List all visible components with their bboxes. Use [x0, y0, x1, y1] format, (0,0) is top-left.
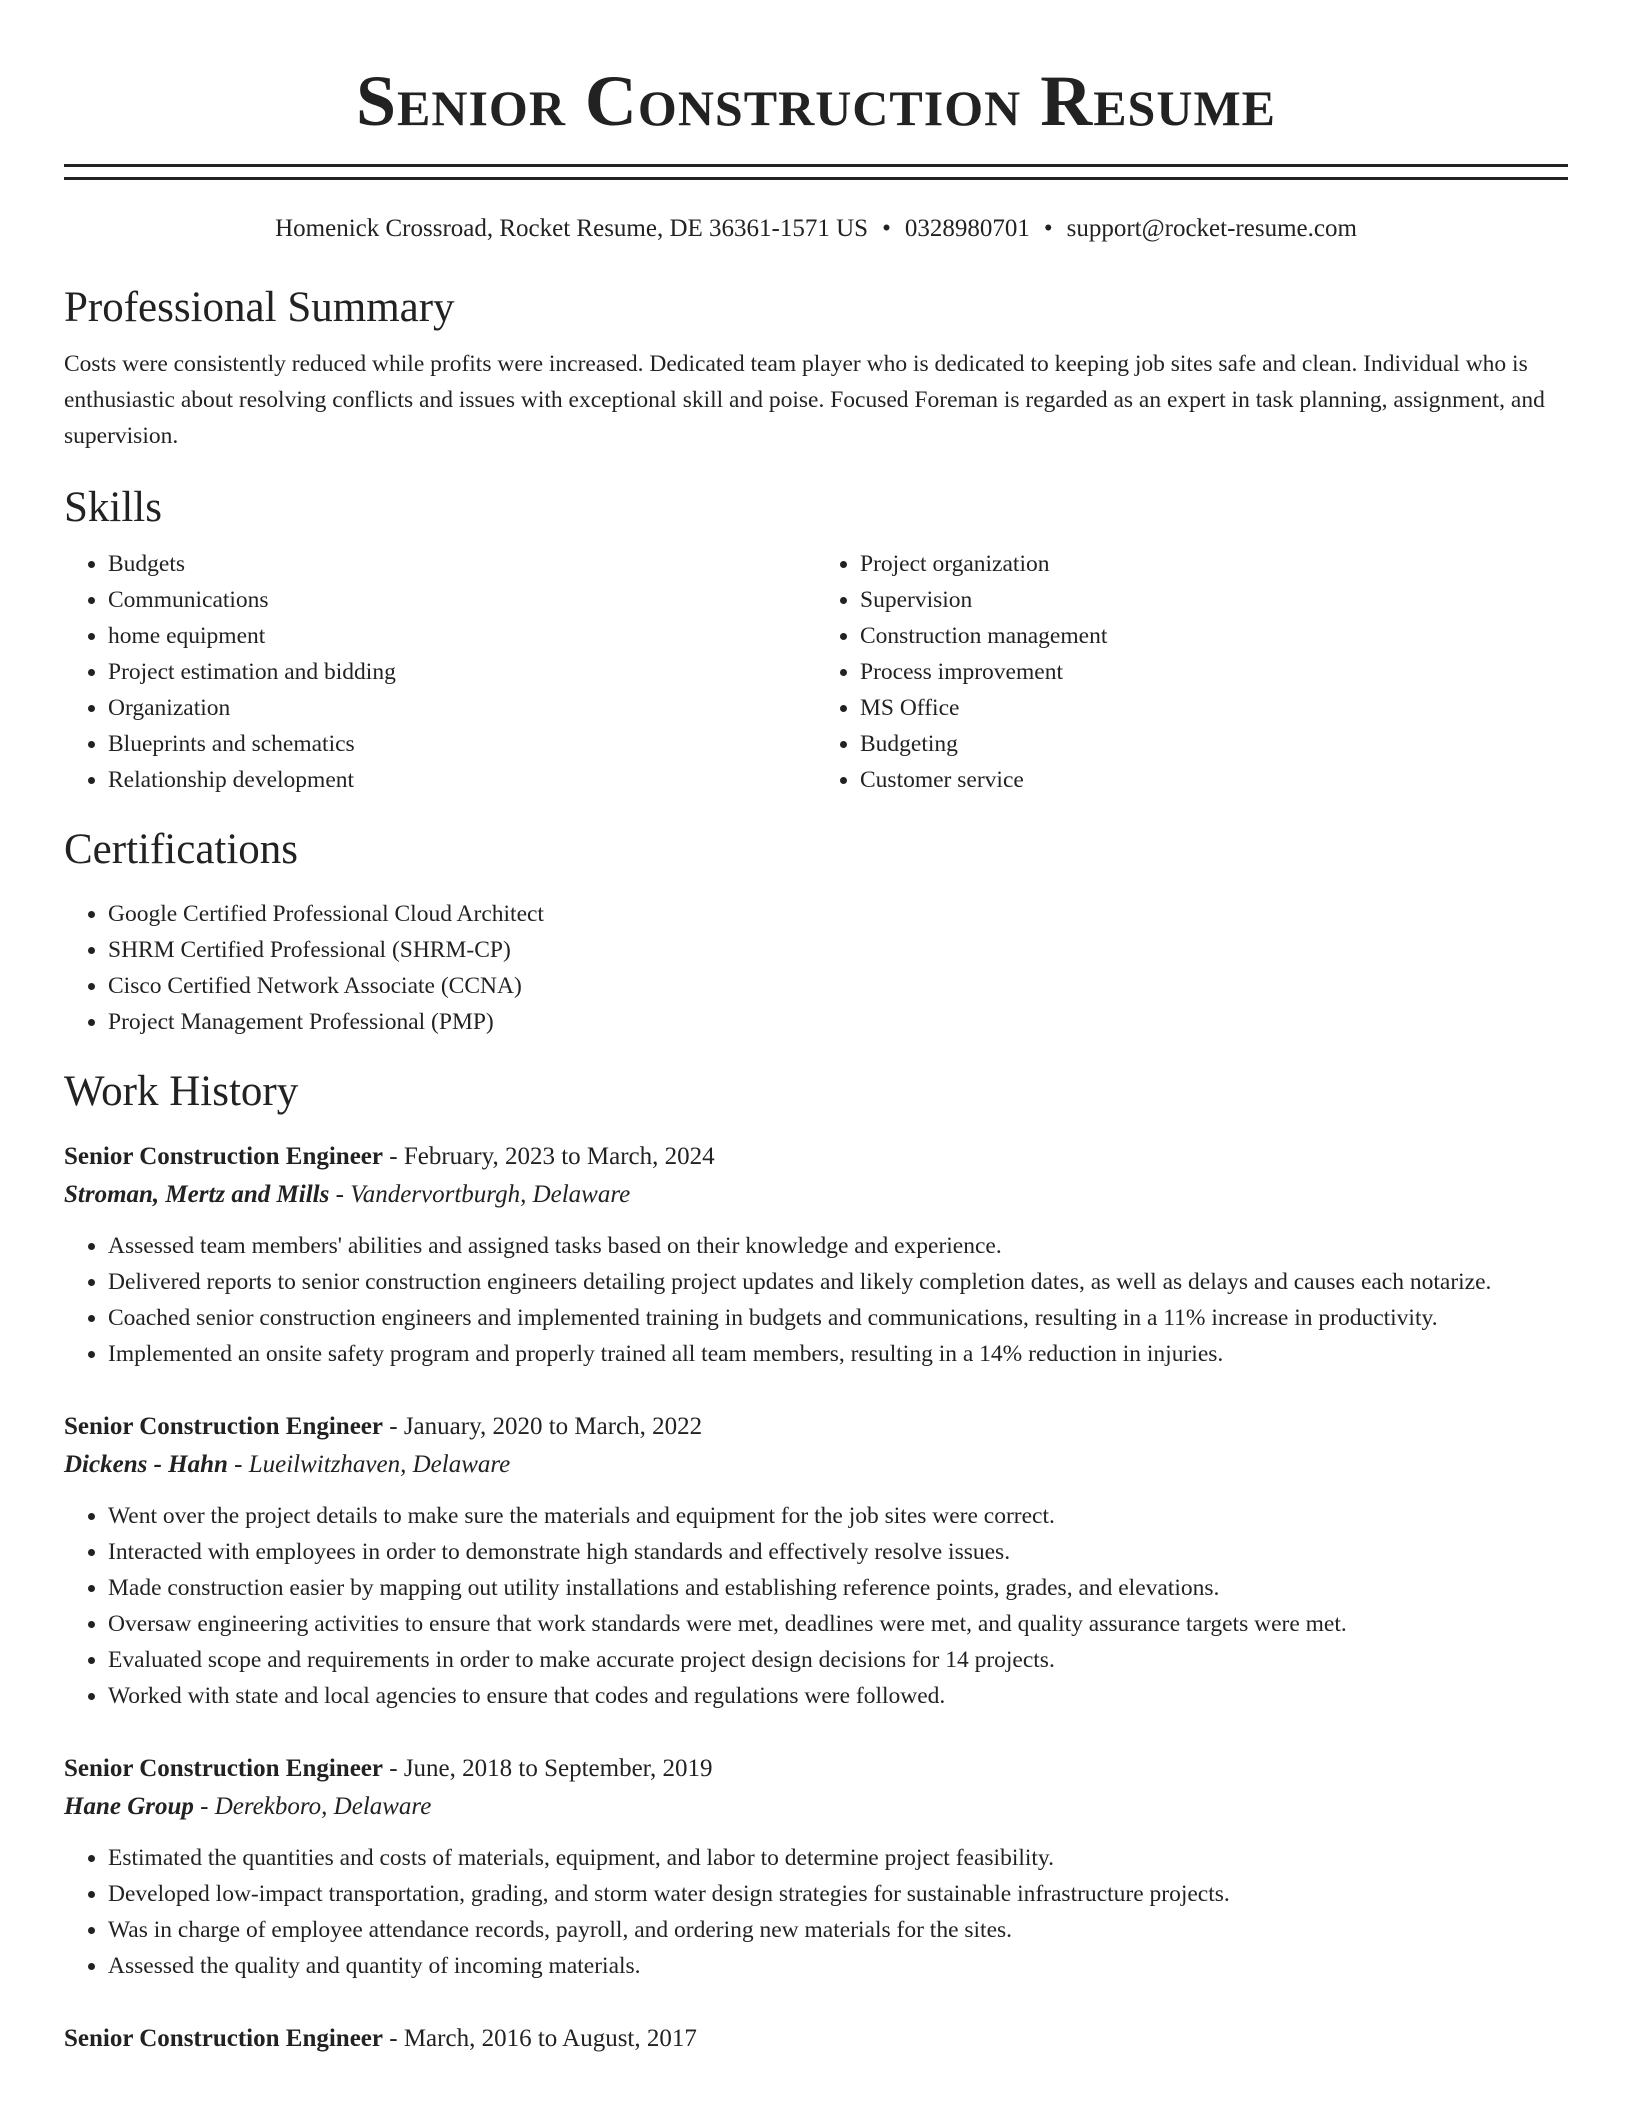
job-bullets [64, 1840, 1568, 1984]
skill-item: • Budgeting [860, 726, 1568, 762]
job-header [64, 1138, 1568, 1176]
job-bullet: • Coached senior construction engineers and implemented training in budgets and communications, resulting in a 11% increase in productivity. [108, 1300, 1568, 1336]
skill-item: • Relationship development [108, 762, 816, 798]
skill-item: • Project organization [860, 546, 1568, 582]
certification-item: • Project Management Professional (PMP) [108, 1004, 1568, 1040]
contact-email: support@rocket-resume.com [1066, 215, 1357, 242]
summary-heading: Professional Summary [64, 284, 455, 331]
job-dash: - [383, 1143, 404, 1170]
skill-item: • Project estimation and bidding [108, 654, 816, 690]
contact-separator: • [1043, 215, 1053, 242]
contact-phone: 0328980701 [904, 215, 1030, 242]
job-company: Hane Group [64, 1793, 194, 1820]
job-dash: - [383, 2025, 404, 2052]
job-bullet: • Delivered reports to senior construction engineers detailing project updates and likely completion dates, as well as delays and causes each notarize. [108, 1264, 1568, 1300]
job-dash: - [329, 1181, 351, 1208]
job-entry [64, 1408, 1568, 1714]
job-company: Stroman, Mertz and Mills [64, 1181, 330, 1208]
skill-item: • Blueprints and schematics [108, 726, 816, 762]
skill-item: • Process improvement [860, 654, 1568, 690]
job-bullet: • Interacted with employees in order to demonstrate high standards and effectively resolve issues. [108, 1534, 1568, 1570]
job-bullet: • Oversaw engineering activities to ensure that work standards were met, deadlines were met, and quality assurance targets were met. [108, 1606, 1568, 1642]
job-dash: - [383, 1413, 404, 1440]
job-dates: January, 2020 to March, 2022 [403, 1413, 703, 1440]
job-location: Lueilwitzhaven, Delaware [248, 1451, 511, 1478]
skill-item: • MS Office [860, 690, 1568, 726]
job-header [64, 2020, 1568, 2058]
job-dates: February, 2023 to March, 2024 [403, 1143, 715, 1170]
resume-title: Senior Construction Resume [355, 61, 1277, 141]
skill-item: • Customer service [860, 762, 1568, 798]
job-bullet: • Made construction easier by mapping out utility installations and establishing reference points, grades, and elevations. [108, 1570, 1568, 1606]
skill-item: • Organization [108, 690, 816, 726]
job-bullets [64, 1228, 1568, 1372]
skills-list-left [64, 546, 816, 798]
job-header [64, 1750, 1568, 1788]
skills-columns [64, 546, 1568, 798]
job-bullet: • Was in charge of employee attendance records, payroll, and ordering new materials for the sites. [108, 1912, 1568, 1948]
job-location: Derekboro, Delaware [214, 1793, 432, 1820]
job-bullet: • Assessed the quality and quantity of incoming materials. [108, 1948, 1568, 1984]
job-dates: March, 2016 to August, 2017 [403, 2025, 697, 2052]
job-bullet: • Worked with state and local agencies to ensure that codes and regulations were followed. [108, 1678, 1568, 1714]
job-company-line [64, 1788, 1568, 1826]
job-entry [64, 1138, 1568, 1372]
certifications-list [64, 896, 1568, 1040]
job-role: Senior Construction Engineer [64, 2025, 383, 2052]
work-history-heading: Work History [64, 1068, 299, 1115]
skill-item: • Communications [108, 582, 816, 618]
skills-heading: Skills [64, 484, 162, 531]
skills-list-right [816, 546, 1568, 798]
job-role: Senior Construction Engineer [64, 1755, 383, 1782]
job-bullet: • Estimated the quantities and costs of materials, equipment, and labor to determine project feasibility. [108, 1840, 1568, 1876]
skill-item: • Supervision [860, 582, 1568, 618]
certification-item: • SHRM Certified Professional (SHRM-CP) [108, 932, 1568, 968]
job-dates: June, 2018 to September, 2019 [403, 1755, 713, 1782]
job-entry [64, 2020, 1568, 2058]
job-dash: - [383, 1755, 404, 1782]
job-role: Senior Construction Engineer [64, 1143, 383, 1170]
job-dash: - [193, 1793, 215, 1820]
certifications-heading: Certifications [64, 826, 299, 873]
certification-item: • Cisco Certified Network Associate (CCNA) [108, 968, 1568, 1004]
contact-line [64, 214, 1568, 244]
job-company-line [64, 1446, 1568, 1484]
skill-item: • Construction management [860, 618, 1568, 654]
job-bullets [64, 1498, 1568, 1714]
job-header [64, 1408, 1568, 1446]
job-bullet: • Assessed team members' abilities and assigned tasks based on their knowledge and experience. [108, 1228, 1568, 1264]
job-bullet: • Evaluated scope and requirements in order to make accurate project design decisions for 14 projects. [108, 1642, 1568, 1678]
skill-item: • Budgets [108, 546, 816, 582]
job-role: Senior Construction Engineer [64, 1413, 383, 1440]
job-bullet: • Developed low-impact transportation, grading, and storm water design strategies for sustainable infrastructure projects. [108, 1876, 1568, 1912]
skill-item: • home equipment [108, 618, 816, 654]
contact-address: Homenick Crossroad, Rocket Resume, DE 36361-1571 US [275, 215, 869, 242]
job-bullet: • Implemented an onsite safety program and properly trained all team members, resulting in a 14% reduction in injuries. [108, 1336, 1568, 1372]
job-bullet: • Went over the project details to make sure the materials and equipment for the job sites were correct. [108, 1498, 1568, 1534]
contact-separator: • [882, 215, 891, 242]
job-company-line [64, 1176, 1568, 1214]
title-double-rule [64, 164, 1568, 180]
job-dash: - [227, 1451, 249, 1478]
job-entry [64, 1750, 1568, 1984]
summary-text: Costs were consistently reduced while profits were increased. Dedicated team player who is dedicated to keeping job sites safe and clean. Individual who is enthusiastic about resolving conflicts and issues with exceptional skill and poise. Focused Foreman is regarded as an expert in task planning, assignment, and supervision. [64, 351, 1545, 449]
certification-item: • Google Certified Professional Cloud Architect [108, 896, 1568, 932]
job-company: Dickens - Hahn [64, 1451, 228, 1478]
job-location: Vandervortburgh, Delaware [350, 1181, 631, 1208]
